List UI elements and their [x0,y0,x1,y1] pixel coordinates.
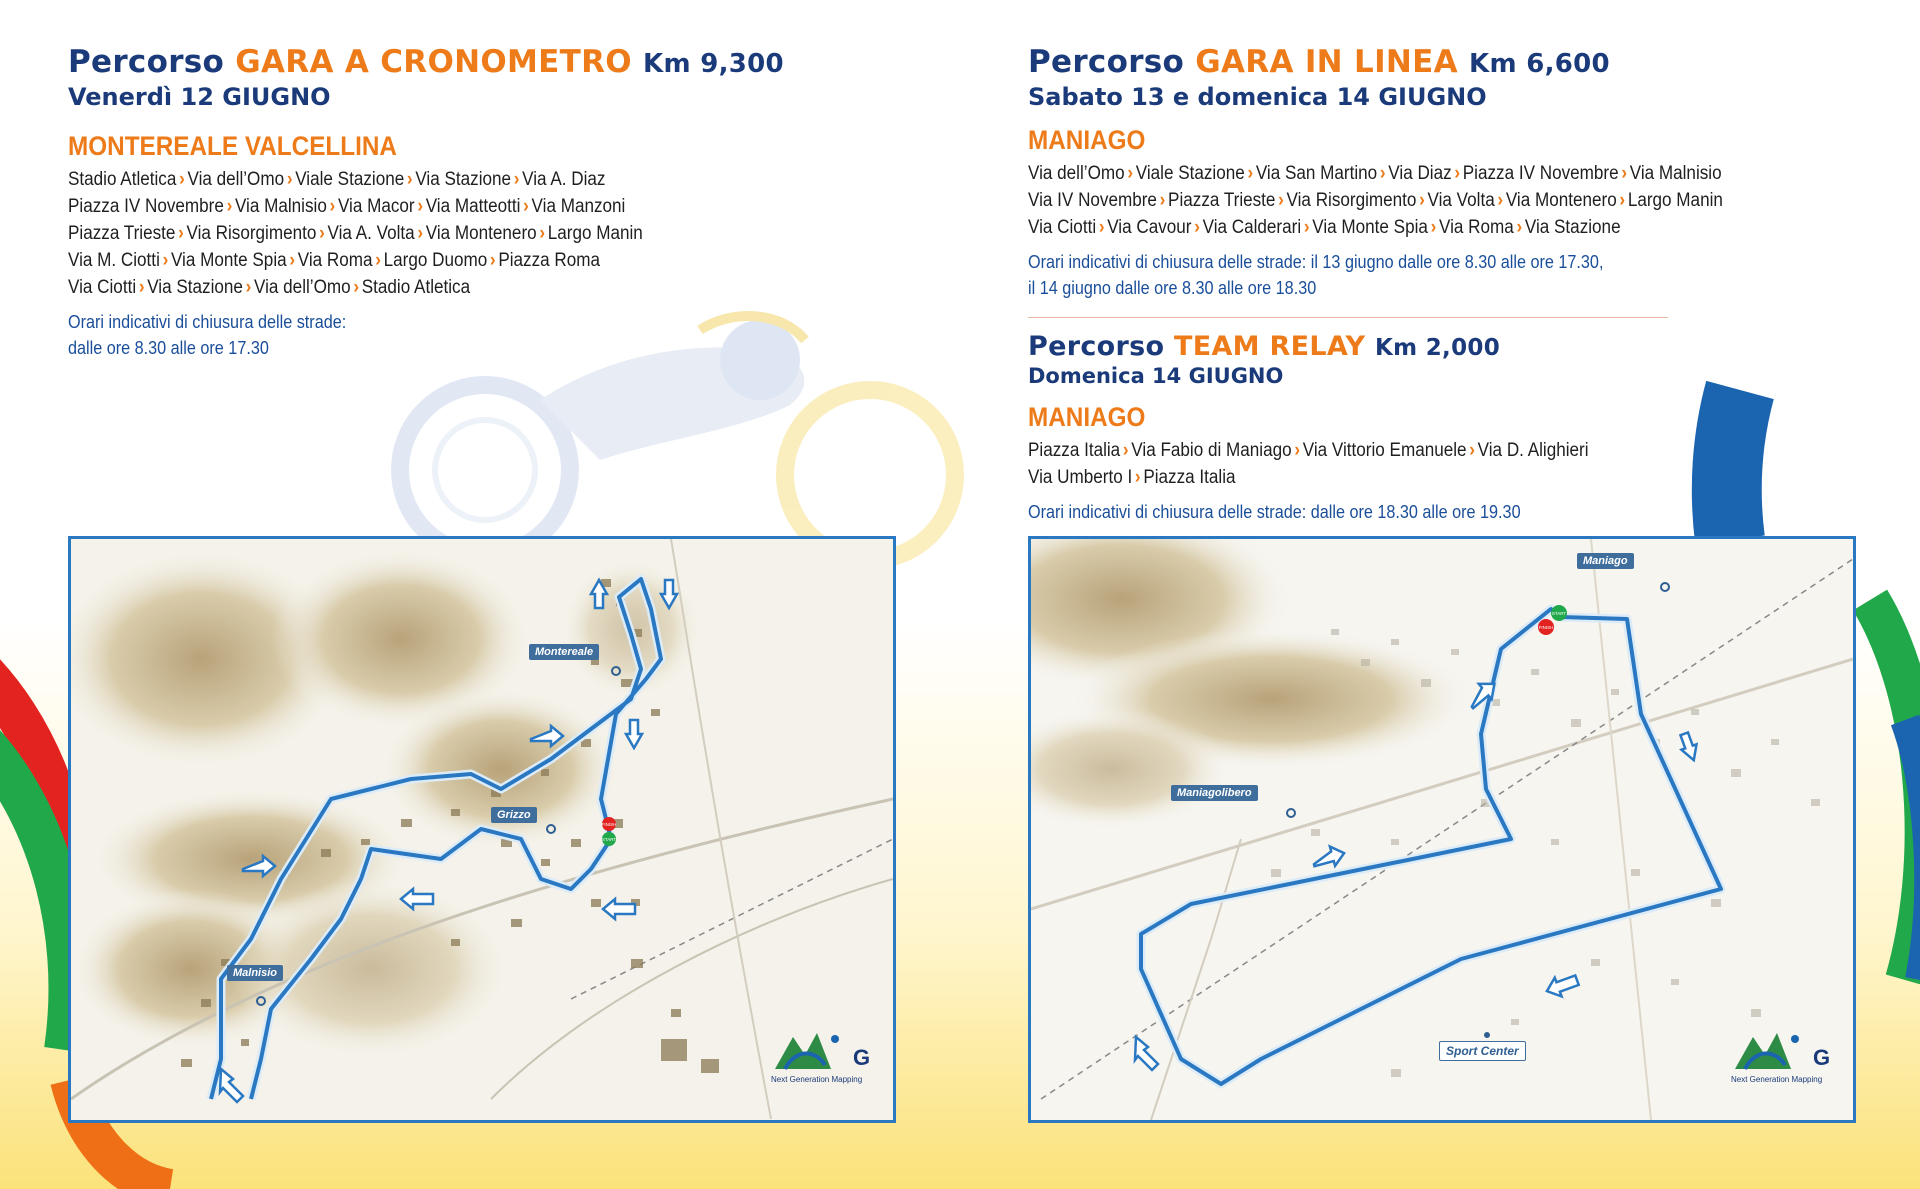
route-separator-icon: › [1419,190,1425,211]
right-title-km: Km 6,600 [1469,49,1610,79]
street-name: Piazza Italia [1143,467,1236,488]
street-name: Via Ciotti [68,277,137,298]
street-name: Via Montenero [425,223,537,244]
street-name: Via Macor [337,196,415,217]
relay-date: Domenica 14 GIUGNO [1028,364,1284,388]
right-finish-marker: FINISH [1538,625,1554,630]
left-start-marker: START [601,837,617,842]
left-map-label-montereale: Montereale [529,644,599,660]
route-separator-icon: › [1497,190,1504,211]
route-separator-icon: › [1247,163,1254,184]
left-title-highlight: GARA A CRONOMETRO [235,44,632,80]
left-title [68,44,928,82]
right-title-prefix: Percorso [1028,44,1185,80]
relay-title-highlight: TEAM RELAY [1174,331,1366,362]
street-name: Via D. Alighieri [1477,440,1589,461]
street-name: Via Risorgimento [186,223,317,244]
right-date: Sabato 13 e domenica 14 GIUGNO [1028,83,1487,111]
right-note [1028,249,1766,301]
relay-note-line-1: Orari indicativi di chiusura delle strade: dalle ore 18.30 alle ore 19.30 [1028,502,1521,522]
right-column [1028,44,1848,525]
left-note [68,309,842,361]
street-name: Largo Duomo [383,250,488,271]
left-note-line-2: dalle ore 8.30 alle ore 17.30 [68,338,269,358]
left-map-label-malnisio: Malnisio [227,965,283,981]
right-title [1028,44,1848,82]
route-separator-icon: › [226,196,233,217]
left-map-graphic [71,539,893,1120]
section-divider [1028,317,1668,318]
street-name: Via dell’Omo [187,169,285,190]
relay-town: MANIAGO [1028,402,1146,432]
route-separator-icon: › [1122,440,1129,461]
right-note-line-1: Orari indicativi di chiusura delle strade: il 13 giugno dalle ore 8.30 alle ore 17.30, [1028,252,1604,272]
left-date: Venerdì 12 GIUGNO [68,83,331,111]
street-name: Via Stazione [415,169,512,190]
right-map[interactable] [1028,536,1856,1123]
route-separator-icon: › [1194,217,1200,238]
left-column [68,44,928,361]
left-town: MONTEREALE VALCELLINA [68,131,397,161]
right-title-highlight: GARA IN LINEA [1195,44,1458,80]
street-name: Via Roma [297,250,373,271]
street-name: Via Stazione [1524,217,1621,238]
street-name: Stadio Atletica [68,169,177,190]
route-separator-icon: › [1619,190,1626,211]
right-start-marker: START [1551,611,1567,616]
route-separator-icon: › [1430,217,1437,238]
route-separator-icon: › [138,277,145,298]
route-separator-icon: › [1159,190,1166,211]
street-name: Via Volta [1427,190,1495,211]
left-title-prefix: Percorso [68,44,225,80]
street-name: Piazza Trieste [1168,190,1276,211]
street-name: Viale Stazione [1135,163,1245,184]
street-name: Via A. Diaz [522,169,606,190]
route-separator-icon: › [1294,440,1301,461]
left-brand-caption: Next Generation Mapping [771,1075,863,1084]
left-map[interactable] [68,536,896,1123]
street-name: Via Roma [1438,217,1514,238]
street-name: Stadio Atletica [361,277,471,298]
route-separator-icon: › [489,250,496,271]
right-note-line-2: il 14 giugno dalle ore 8.30 alle ore 18.30 [1028,278,1317,298]
street-name: Via dell’Omo [254,277,351,298]
route-separator-icon: › [1127,163,1134,184]
street-name: Largo Manin [547,223,643,244]
street-name: Viale Stazione [295,169,405,190]
street-name: Via Montenero [1505,190,1617,211]
left-route-line [68,220,842,247]
route-separator-icon: › [319,223,325,244]
street-name: Via Malnisio [1629,163,1722,184]
route-separator-icon: › [162,250,169,271]
right-route-list [1028,160,1848,241]
route-separator-icon: › [289,250,296,271]
route-separator-icon: › [329,196,336,217]
left-title-km: Km 9,300 [643,49,784,79]
relay-route-line [1028,464,1766,491]
street-name: Via A. Volta [327,223,415,244]
right-map-label-sport-center: Sport Center [1439,1041,1526,1061]
route-separator-icon: › [286,169,293,190]
right-route-line [1028,160,1766,187]
route-separator-icon: › [1134,467,1141,488]
street-name: Via Diaz [1388,163,1452,184]
left-route-line [68,193,842,220]
street-name: Via Manzoni [531,196,626,217]
street-name: Via Cavour [1107,217,1192,238]
street-name: Piazza IV Novembre [1462,163,1619,184]
left-route-line [68,274,842,301]
street-name: Via IV Novembre [1028,190,1157,211]
street-name: Piazza Roma [498,250,601,271]
street-name: Via Calderari [1202,217,1302,238]
street-name: Piazza Trieste [68,223,176,244]
street-name: Via Stazione [147,277,243,298]
left-brand-letters: G [853,1045,871,1070]
street-name: Via Monte Spia [170,250,287,271]
route-separator-icon: › [179,169,185,190]
route-separator-icon: › [1379,163,1386,184]
route-separator-icon: › [1098,217,1105,238]
left-map-label-grizzo: Grizzo [491,807,537,823]
street-name: Via Ciotti [1028,217,1097,238]
street-name: Via Fabio di Maniago [1131,440,1292,461]
right-map-label-maniagolibero: Maniagolibero [1171,785,1258,801]
left-route-list [68,166,928,301]
street-name: Via Malnisio [234,196,327,217]
route-separator-icon: › [1621,163,1628,184]
route-separator-icon: › [1454,163,1461,184]
right-map-graphic [1031,539,1853,1120]
route-separator-icon: › [523,196,529,217]
right-brand-letters: G [1813,1045,1831,1070]
right-map-label-maniago: Maniago [1577,553,1634,569]
relay-title-prefix: Percorso [1028,331,1165,362]
relay-note [1028,499,1766,525]
left-route-line [68,247,842,274]
right-town: MANIAGO [1028,125,1146,155]
right-route-line [1028,214,1766,241]
route-separator-icon: › [1278,190,1284,211]
street-name: Via Monte Spia [1312,217,1428,238]
route-separator-icon: › [539,223,546,244]
route-separator-icon: › [353,277,360,298]
relay-title-km: Km 2,000 [1375,335,1500,361]
street-name: Via Matteotti [425,196,521,217]
relay-route-list [1028,437,1848,491]
route-separator-icon: › [178,223,184,244]
street-name: Piazza IV Novembre [68,196,224,217]
street-name: Largo Manin [1627,190,1723,211]
street-name: Via dell’Omo [1028,163,1125,184]
street-name: Via M. Ciotti [68,250,160,271]
street-name: Via Vittorio Emanuele [1302,440,1467,461]
route-separator-icon: › [417,223,424,244]
route-separator-icon: › [406,169,413,190]
route-separator-icon: › [1469,440,1475,461]
left-finish-marker: FINISH [601,822,617,827]
route-separator-icon: › [375,250,381,271]
left-note-line-1: Orari indicativi di chiusura delle strade: [68,312,347,332]
left-route-line [68,166,842,193]
route-separator-icon: › [1303,217,1310,238]
relay-route-line [1028,437,1766,464]
right-brand-caption: Next Generation Mapping [1731,1075,1823,1084]
street-name: Via Umberto I [1028,467,1133,488]
street-name: Via Risorgimento [1286,190,1417,211]
route-separator-icon: › [245,277,252,298]
route-separator-icon: › [513,169,520,190]
route-separator-icon: › [417,196,424,217]
route-separator-icon: › [1516,217,1523,238]
street-name: Via San Martino [1255,163,1378,184]
relay-title [1028,332,1848,363]
right-route-line [1028,187,1766,214]
street-name: Piazza Italia [1028,440,1121,461]
